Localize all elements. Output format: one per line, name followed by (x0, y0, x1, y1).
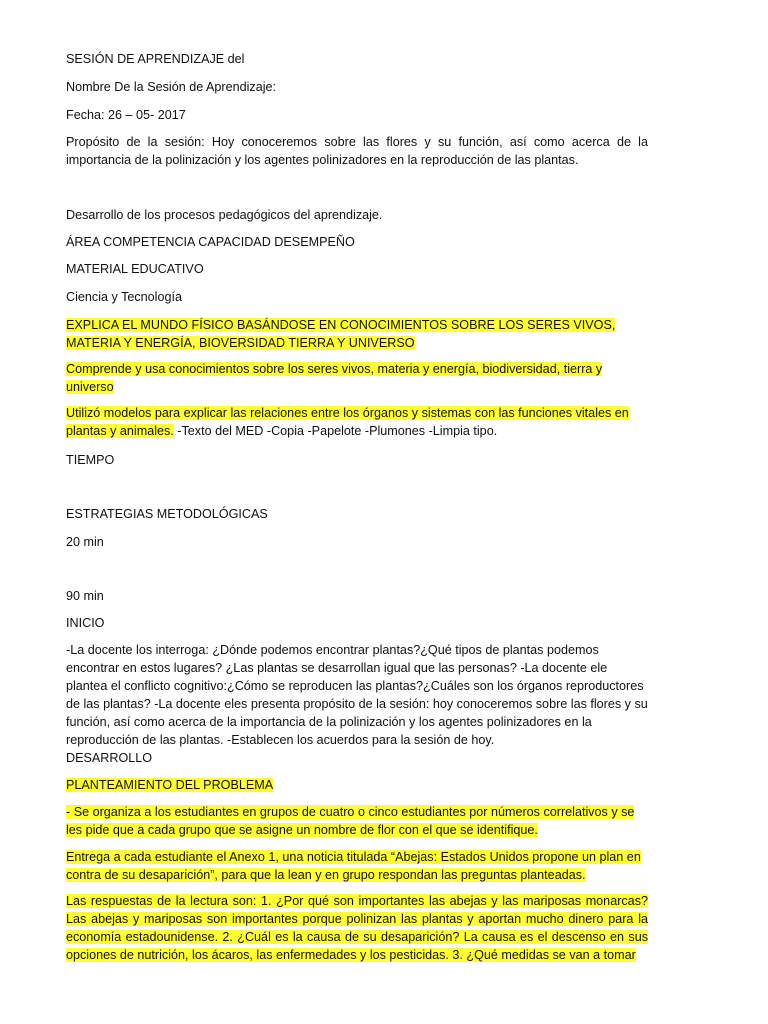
desarrollo-label: DESARROLLO (66, 751, 153, 765)
desempeno-paragraph (66, 404, 648, 440)
problem-label-paragraph (66, 776, 648, 794)
answers-paragraph (66, 892, 648, 964)
annex-highlight: Entrega a cada estudiante el Anexo 1, una noticia titulada “Abejas: Estados Unidos propone un plan en contra de su desaparición”, para que la lean y en grupo respondan las preguntas planteadas. (66, 850, 641, 882)
material-label: MATERIAL EDUCATIVO (66, 262, 204, 276)
capacidad-highlight: Comprende y usa conocimientos sobre los seres vivos, materia y energía, biodiversidad, tierra y universo (66, 362, 603, 394)
strategies-label: ESTRATEGIAS METODOLÓGICAS (66, 507, 268, 521)
answers-highlight: Las respuestas de la lectura son: 1. ¿Por qué son importantes las abejas y las mariposas monarcas? Las abejas y mariposas son importantes porque polinizan las plantas y aportan mucho dinero para la economía estadounidense. 2. ¿Cuál es la causa de su desaparición? La causa es el descenso en sus opciones de nutrición, los ácaros, las enfermedades y los pesticidas. 3. ¿Qué medidas se van a tomar (66, 894, 648, 962)
time-90-min: 90 min (66, 589, 104, 603)
date-line: Fecha: 26 – 05- 2017 (66, 108, 186, 122)
problem-label-highlight: PLANTEAMIENTO DEL PROBLEMA (66, 778, 274, 792)
area-line: Ciencia y Tecnología (66, 290, 182, 304)
competencia-highlight: EXPLICA EL MUNDO FÍSICO BASÁNDOSE EN CONOCIMIENTOS SOBRE LOS SERES VIVOS, MATERIA Y ENERGÍA, BIOVERSIDAD TIERRA Y UNIVERSO (66, 318, 616, 350)
inicio-label: INICIO (66, 616, 105, 630)
table-headers-line: ÁREA COMPETENCIA CAPACIDAD DESEMPEÑO (66, 235, 355, 249)
groups-highlight: - Se organiza a los estudiantes en grupos de cuatro o cinco estudiantes por números correlativos y se les pide que a cada grupo que se asigne un nombre de flor con el que se identifique. (66, 805, 635, 837)
materials-list: -Texto del MED -Copia -Papelote -Plumones -Limpia tipo. (173, 424, 498, 438)
annex-paragraph (66, 848, 648, 884)
competencia-paragraph (66, 316, 648, 352)
tiempo-label: TIEMPO (66, 453, 115, 467)
time-20-min: 20 min (66, 535, 104, 549)
session-name-line: Nombre De la Sesión de Aprendizaje: (66, 80, 277, 94)
groups-paragraph (66, 803, 648, 839)
capacidad-paragraph (66, 360, 648, 396)
purpose-paragraph: Propósito de la sesión: Hoy conoceremos sobre las flores y su función, así como acerca de la importancia de la polinización y los agentes polinizadores en la reproducción de las plantas. (66, 135, 648, 167)
inicio-paragraph: -La docente los interroga: ¿Dónde podemos encontrar plantas?¿Qué tipos de plantas podemos encontrar en estos lugares? ¿Las plantas se desarrollan igual que las personas? -La docente ele plantea el conflicto cognitivo:¿Cómo se reproducen las plantas?¿Cuáles son los órganos reproductores de las plantas? -La docente eles presenta propósito de la sesión: hoy conoceremos sobre las flores y su función, así como acerca de la importancia de la polinización y los agentes polinizadores en la reproducción de las plantas. -Establecen los acuerdos para la sesión de hoy. (66, 643, 648, 747)
desempeno-highlight: Utilizó modelos para explicar las relaciones entre los órganos y sistemas con las funciones vitales en plantas y animales. (66, 406, 629, 438)
document-title: SESIÓN DE APRENDIZAJE del (66, 52, 245, 66)
development-title: Desarrollo de los procesos pedagógicos del aprendizaje. (66, 208, 383, 222)
